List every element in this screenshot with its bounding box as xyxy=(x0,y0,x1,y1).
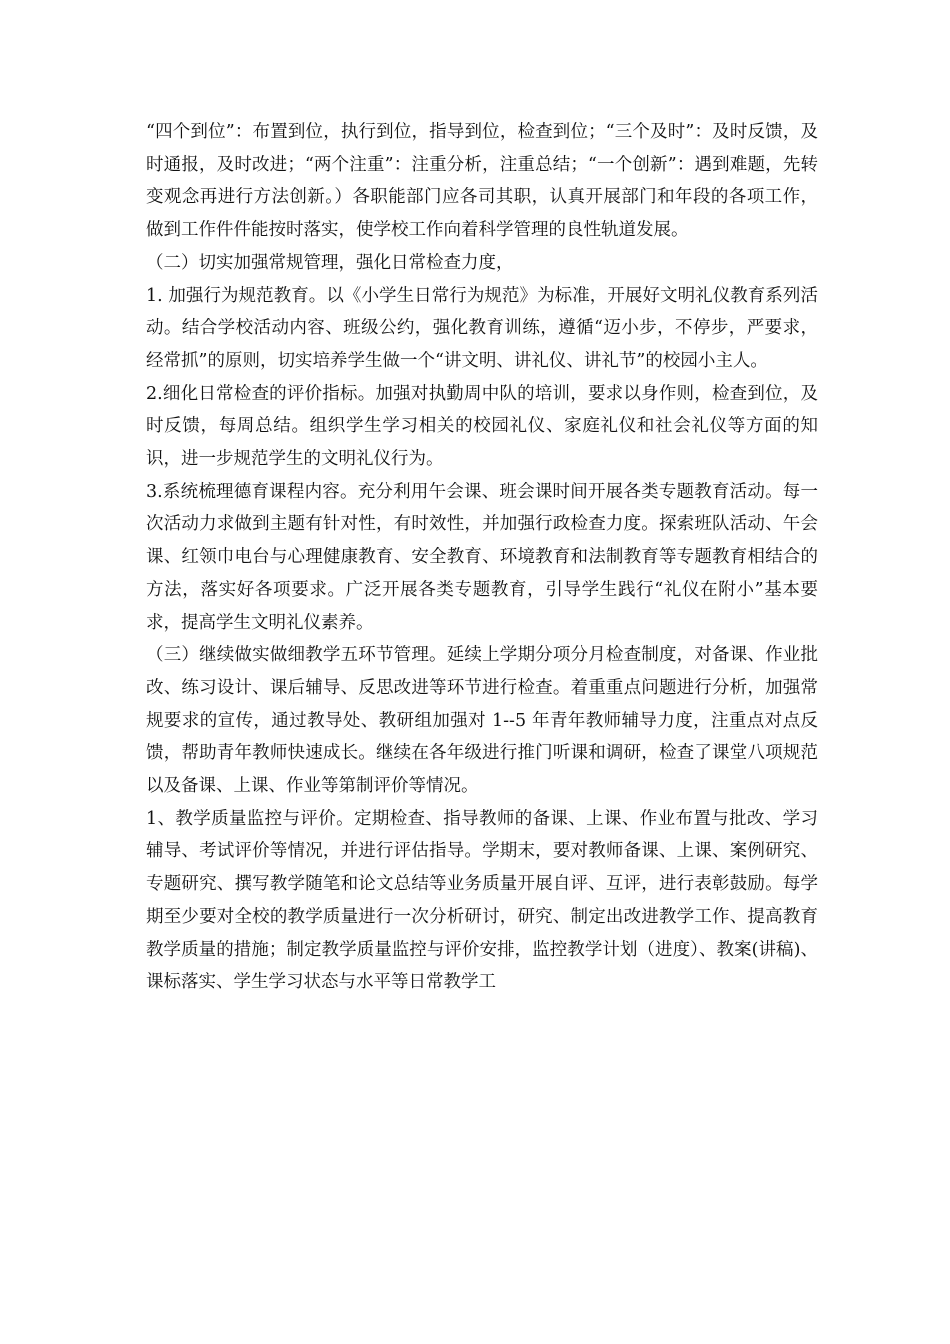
paragraph-2-heading: （二）切实加强常规管理，强化日常检查力度， xyxy=(146,252,514,273)
paragraph-6: （三）继续做实做细教学五环节管理。延续上学期分项分月检查制度，对备课、作业批改、练习设计、课后辅导、反思改进等环节进行检查。着重重点问题进行分析，加强常规要求的宣传，通过教导处、教研组加强对 1--5 年青年教师辅导力度，注重点对点反馈，帮助青年教师快速成长。继续在各年级进行推门听课和调研，检查了课堂八项规范以及备课、上课、作业等第制评价等情况。 xyxy=(146,645,818,797)
paragraph-7: 1、教学质量监控与评价。定期检查、指导教师的备课、上课、作业布置与批改、学习辅导、考试评价等情况，并进行评估指导。学期末，要对教师备课、上课、案例研究、专题研究、撰写教学随笔和论文总结等业务质量开展自评、互评，进行表彰鼓励。每学期至少要对全校的教学质量进行一次分析研讨，研究、制定出改进教学工作、提高教育教学质量的措施；制定教学质量监控与评价安排，监控教学计划（进度）、教案(讲稿)、课标落实、学生学习状态与水平等日常教学工 xyxy=(146,808,818,993)
paragraph-5: 3.系统梳理德育课程内容。充分利用午会课、班会课时间开展各类专题教育活动。每一次活动力求做到主题有针对性，有时效性，并加强行政检查力度。探索班队活动、午会课、红领巾电台与心理健康教育、安全教育、环境教育和法制教育等专题教育相结合的方法，落实好各项要求。广泛开展各类专题教育，引导学生践行“礼仪在附小”基本要求，提高学生文明礼仪素养。 xyxy=(146,481,818,633)
paragraph-3: 1. 加强行为规范教育。以《小学生日常行为规范》为标准，开展好文明礼仪教育系列活动。结合学校活动内容、班级公约，强化教育训练，遵循“迈小步，不停步，严要求，经常抓”的原则，切实培养学生做一个“讲文明、讲礼仪、讲礼节”的校园小主人。 xyxy=(146,285,818,371)
paragraph-1: “四个到位”：布置到位，执行到位，指导到位，检查到位；“三个及时”：及时反馈，及时通报，及时改进；“两个注重”：注重分析，注重总结；“一个创新”：遇到难题，先转变观念再进行方法创新。）各职能部门应各司其职，认真开展部门和年段的各项工作，做到工作件件能按时落实，使学校工作向着科学管理的良性轨道发展。 xyxy=(146,122,818,241)
document-body xyxy=(146,116,818,999)
paragraph-4: 2.细化日常检查的评价指标。加强对执勤周中队的培训，要求以身作则，检查到位，及时反馈，每周总结。组织学生学习相关的校园礼仪、家庭礼仪和社会礼仪等方面的知识，进一步规范学生的文明礼仪行为。 xyxy=(146,383,818,470)
